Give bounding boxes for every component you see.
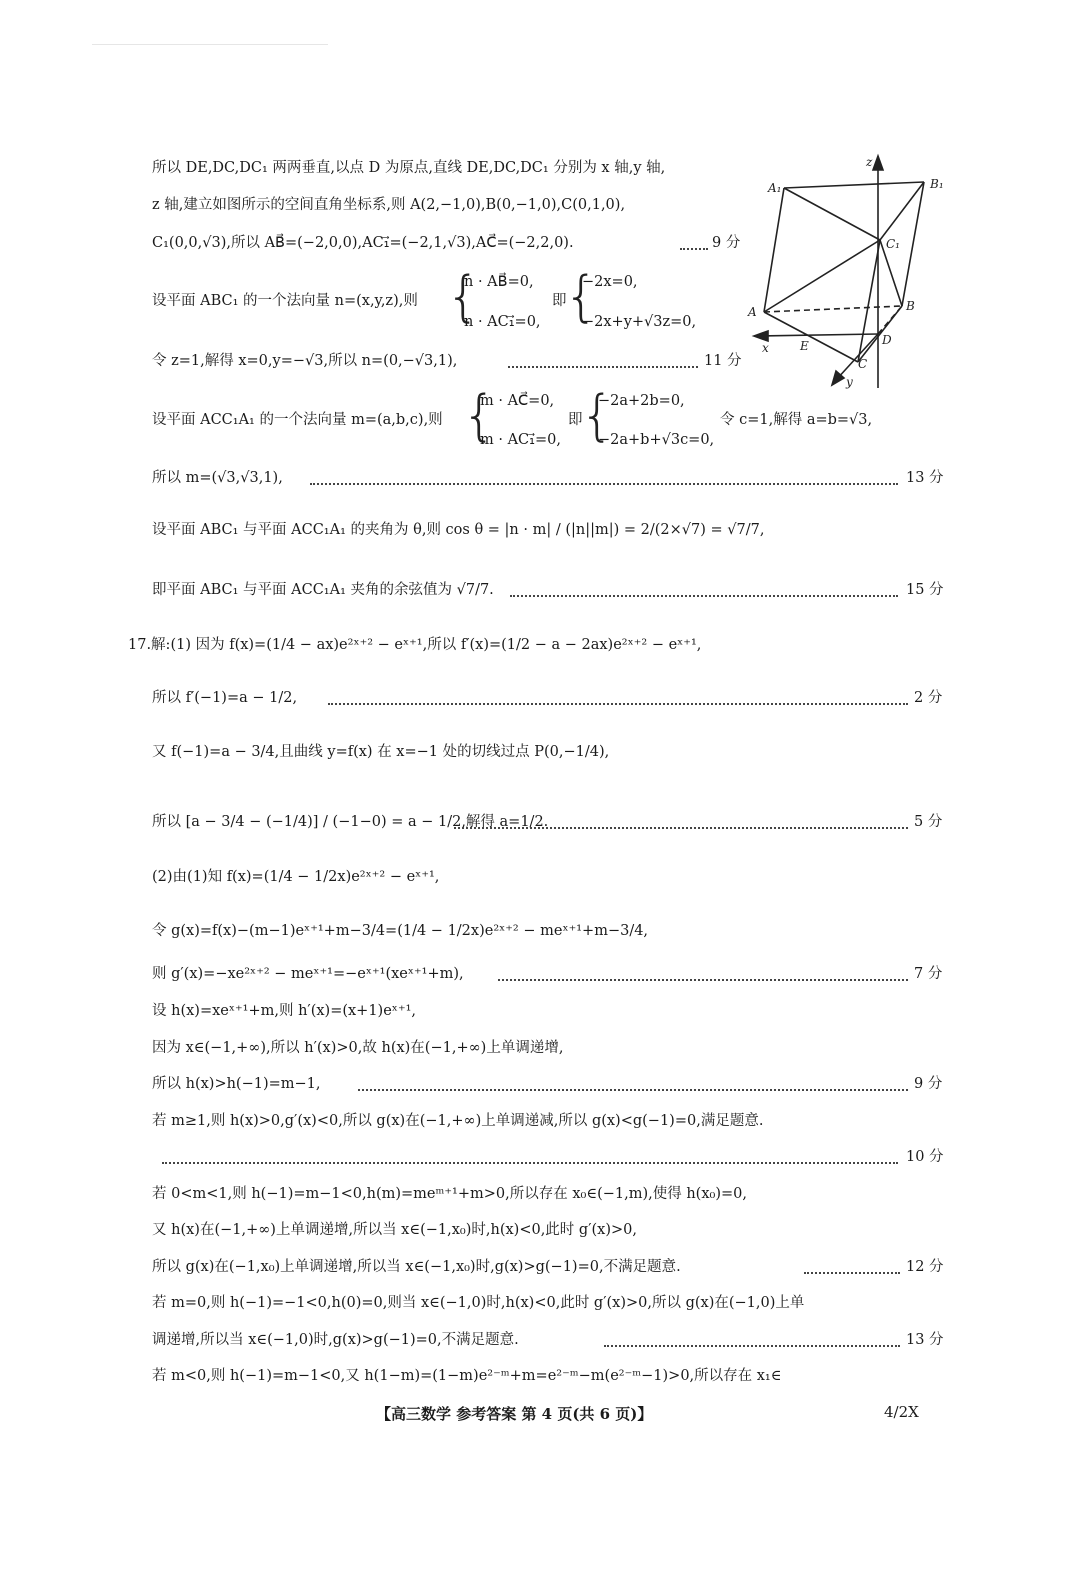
prism-figure: [740, 148, 960, 398]
text-line: 17.解:(1) 因为 f(x)=(1/4 − ax)e²ˣ⁺² − eˣ⁺¹,所以 f′(x)=(1/2 − a − 2ax)e²ˣ⁺² − eˣ⁺¹,: [128, 637, 702, 653]
text-line: 即平面 ABC₁ 与平面 ACC₁A₁ 夹角的余弦值为 √7/7.: [152, 582, 494, 598]
edge-a1-b1: [784, 182, 924, 188]
edge-a1-a: [764, 188, 784, 312]
text-line: 所以 [a − 3/4 − (−1/4)] / (−1−0) = a − 1/2,解得 a=1/2.: [152, 814, 549, 830]
score-mark: 5 分: [914, 814, 943, 830]
dot-leader: [454, 827, 908, 829]
dot-leader: [358, 1089, 908, 1091]
score-mark: 10 分: [906, 1149, 944, 1165]
equation: −2a+b+√3c=0,: [598, 432, 715, 448]
text-line: 若 m<0,则 h(−1)=m−1<0,又 h(1−m)=(1−m)e²⁻ᵐ+m=e²⁻ᵐ−m(e²⁻ᵐ−1)>0,所以存在 x₁∈: [152, 1368, 782, 1384]
equation: m · AC₁⃗=0,: [480, 432, 561, 448]
text-line: 若 m=0,则 h(−1)=−1<0,h(0)=0,则当 x∈(−1,0)时,h(x)<0,此时 g′(x)>0,所以 g(x)在(−1,0)上单: [152, 1295, 805, 1311]
text-line: 令 g(x)=f(x)−(m−1)eˣ⁺¹+m−3/4=(1/4 − 1/2x)e²ˣ⁺² − meˣ⁺¹+m−3/4,: [152, 923, 649, 939]
text-line: 设平面 ABC₁ 的一个法向量 n=(x,y,z),则: [152, 293, 418, 309]
text-line: 调递增,所以当 x∈(−1,0)时,g(x)>g(−1)=0,不满足题意.: [152, 1332, 519, 1348]
equation: −2a+2b=0,: [598, 393, 685, 409]
text-line: 则 g′(x)=−xe²ˣ⁺² − meˣ⁺¹=−eˣ⁺¹(xeˣ⁺¹+m),: [152, 966, 464, 982]
score-mark: 13 分: [906, 1332, 944, 1348]
edge-a-b: [764, 306, 902, 312]
page-code: 4/2X: [884, 1403, 919, 1421]
dot-leader: [508, 366, 698, 368]
label-z: z: [866, 155, 873, 169]
edge-b1-c1: [880, 182, 924, 240]
score-mark: 7 分: [914, 966, 943, 982]
text-line: C₁(0,0,√3),所以 AB⃗=(−2,0,0),AC₁⃗=(−2,1,√3),AC⃗=(−2,2,0).: [152, 235, 574, 251]
label-a: A: [748, 305, 757, 319]
dot-leader: [604, 1345, 900, 1347]
edge-a1-c1: [784, 188, 880, 240]
text-line: 又 h(x)在(−1,+∞)上单调递增,所以当 x∈(−1,x₀)时,h(x)<0,此时 g′(x)>0,: [152, 1222, 637, 1238]
brace: {: [462, 384, 497, 447]
text-line: 即: [552, 293, 567, 309]
text-line: 所以 DE,DC,DC₁ 两两垂直,以点 D 为原点,直线 DE,DC,DC₁ 分别为 x 轴,y 轴,: [152, 160, 666, 176]
label-y: y: [846, 375, 853, 389]
equation: −2x=0,: [582, 274, 638, 290]
x-arrow: [754, 331, 768, 341]
label-b1: B₁: [930, 177, 944, 191]
brace: {: [564, 265, 599, 328]
dot-leader: [310, 483, 898, 485]
text-line: 所以 g(x)在(−1,x₀)上单调递增,所以当 x∈(−1,x₀)时,g(x)>g(−1)=0,不满足题意.: [152, 1259, 681, 1275]
label-b: B: [906, 299, 915, 313]
score-mark: 9 分: [914, 1076, 943, 1092]
top-rule: [92, 44, 328, 45]
score-mark: 11 分: [704, 353, 742, 369]
dot-leader: [804, 1272, 900, 1274]
edge-b1-b: [902, 182, 924, 306]
edge-a-c1: [764, 240, 880, 312]
dot-leader: [680, 248, 708, 250]
y-axis: [836, 334, 878, 380]
label-c1: C₁: [886, 237, 900, 251]
x-axis: [760, 334, 878, 336]
equation: −2x+y+√3z=0,: [582, 314, 697, 330]
text-line: (2)由(1)知 f(x)=(1/4 − 1/2x)e²ˣ⁺² − eˣ⁺¹,: [152, 869, 440, 885]
text-line: z 轴,建立如图所示的空间直角坐标系,则 A(2,−1,0),B(0,−1,0),C(0,1,0),: [152, 197, 626, 213]
score-mark: 9 分: [712, 235, 741, 251]
dot-leader: [162, 1162, 898, 1164]
label-d: D: [882, 333, 892, 347]
brace: {: [580, 384, 615, 447]
text-line: 令 c=1,解得 a=b=√3,: [720, 412, 873, 428]
text-line: 设平面 ABC₁ 与平面 ACC₁A₁ 的夹角为 θ,则 cos θ = |n · m| / (|n||m|) = 2/(2×√7) = √7/7,: [152, 522, 765, 538]
text-line: 若 m≥1,则 h(x)>0,g′(x)<0,所以 g(x)在(−1,+∞)上单调递减,所以 g(x)<g(−1)=0,满足题意.: [152, 1113, 764, 1129]
page-footer: 【高三数学 参考答案 第 4 页(共 6 页)】: [376, 1405, 653, 1423]
text-line: 若 0<m<1,则 h(−1)=m−1<0,h(m)=meᵐ⁺¹+m>0,所以存在 x₀∈(−1,m),使得 h(x₀)=0,: [152, 1186, 747, 1202]
score-mark: 12 分: [906, 1259, 944, 1275]
equation: n · AC₁⃗=0,: [464, 314, 541, 330]
equation: m · AC⃗=0,: [480, 393, 555, 409]
label-c: C: [858, 357, 868, 371]
text-line: 设 h(x)=xeˣ⁺¹+m,则 h′(x)=(x+1)eˣ⁺¹,: [152, 1003, 417, 1019]
text-line: 设平面 ACC₁A₁ 的一个法向量 m=(a,b,c),则: [152, 412, 443, 428]
text-line: 因为 x∈(−1,+∞),所以 h′(x)>0,故 h(x)在(−1,+∞)上单调递增,: [152, 1040, 564, 1056]
dot-leader: [328, 703, 908, 705]
brace: {: [446, 265, 481, 328]
label-a1: A₁: [768, 181, 782, 195]
edge-a-c: [764, 312, 858, 362]
text-line: 令 z=1,解得 x=0,y=−√3,所以 n=(0,−√3,1),: [152, 353, 458, 369]
score-mark: 13 分: [906, 470, 944, 486]
score-mark: 2 分: [914, 690, 943, 706]
text-line: 所以 h(x)>h(−1)=m−1,: [152, 1076, 321, 1092]
equation: n · AB⃗=0,: [464, 274, 534, 290]
z-arrow: [873, 156, 883, 170]
score-mark: 15 分: [906, 582, 944, 598]
text-line: 所以 m=(√3,√3,1),: [152, 470, 283, 486]
text-line: 又 f(−1)=a − 3/4,且曲线 y=f(x) 在 x=−1 处的切线过点 P(0,−1/4),: [152, 744, 610, 760]
label-e: E: [800, 339, 809, 353]
dot-leader: [498, 979, 908, 981]
text-line: 所以 f′(−1)=a − 1/2,: [152, 690, 298, 706]
text-line: 即: [568, 412, 583, 428]
dot-leader: [510, 595, 898, 597]
label-x: x: [762, 341, 769, 355]
